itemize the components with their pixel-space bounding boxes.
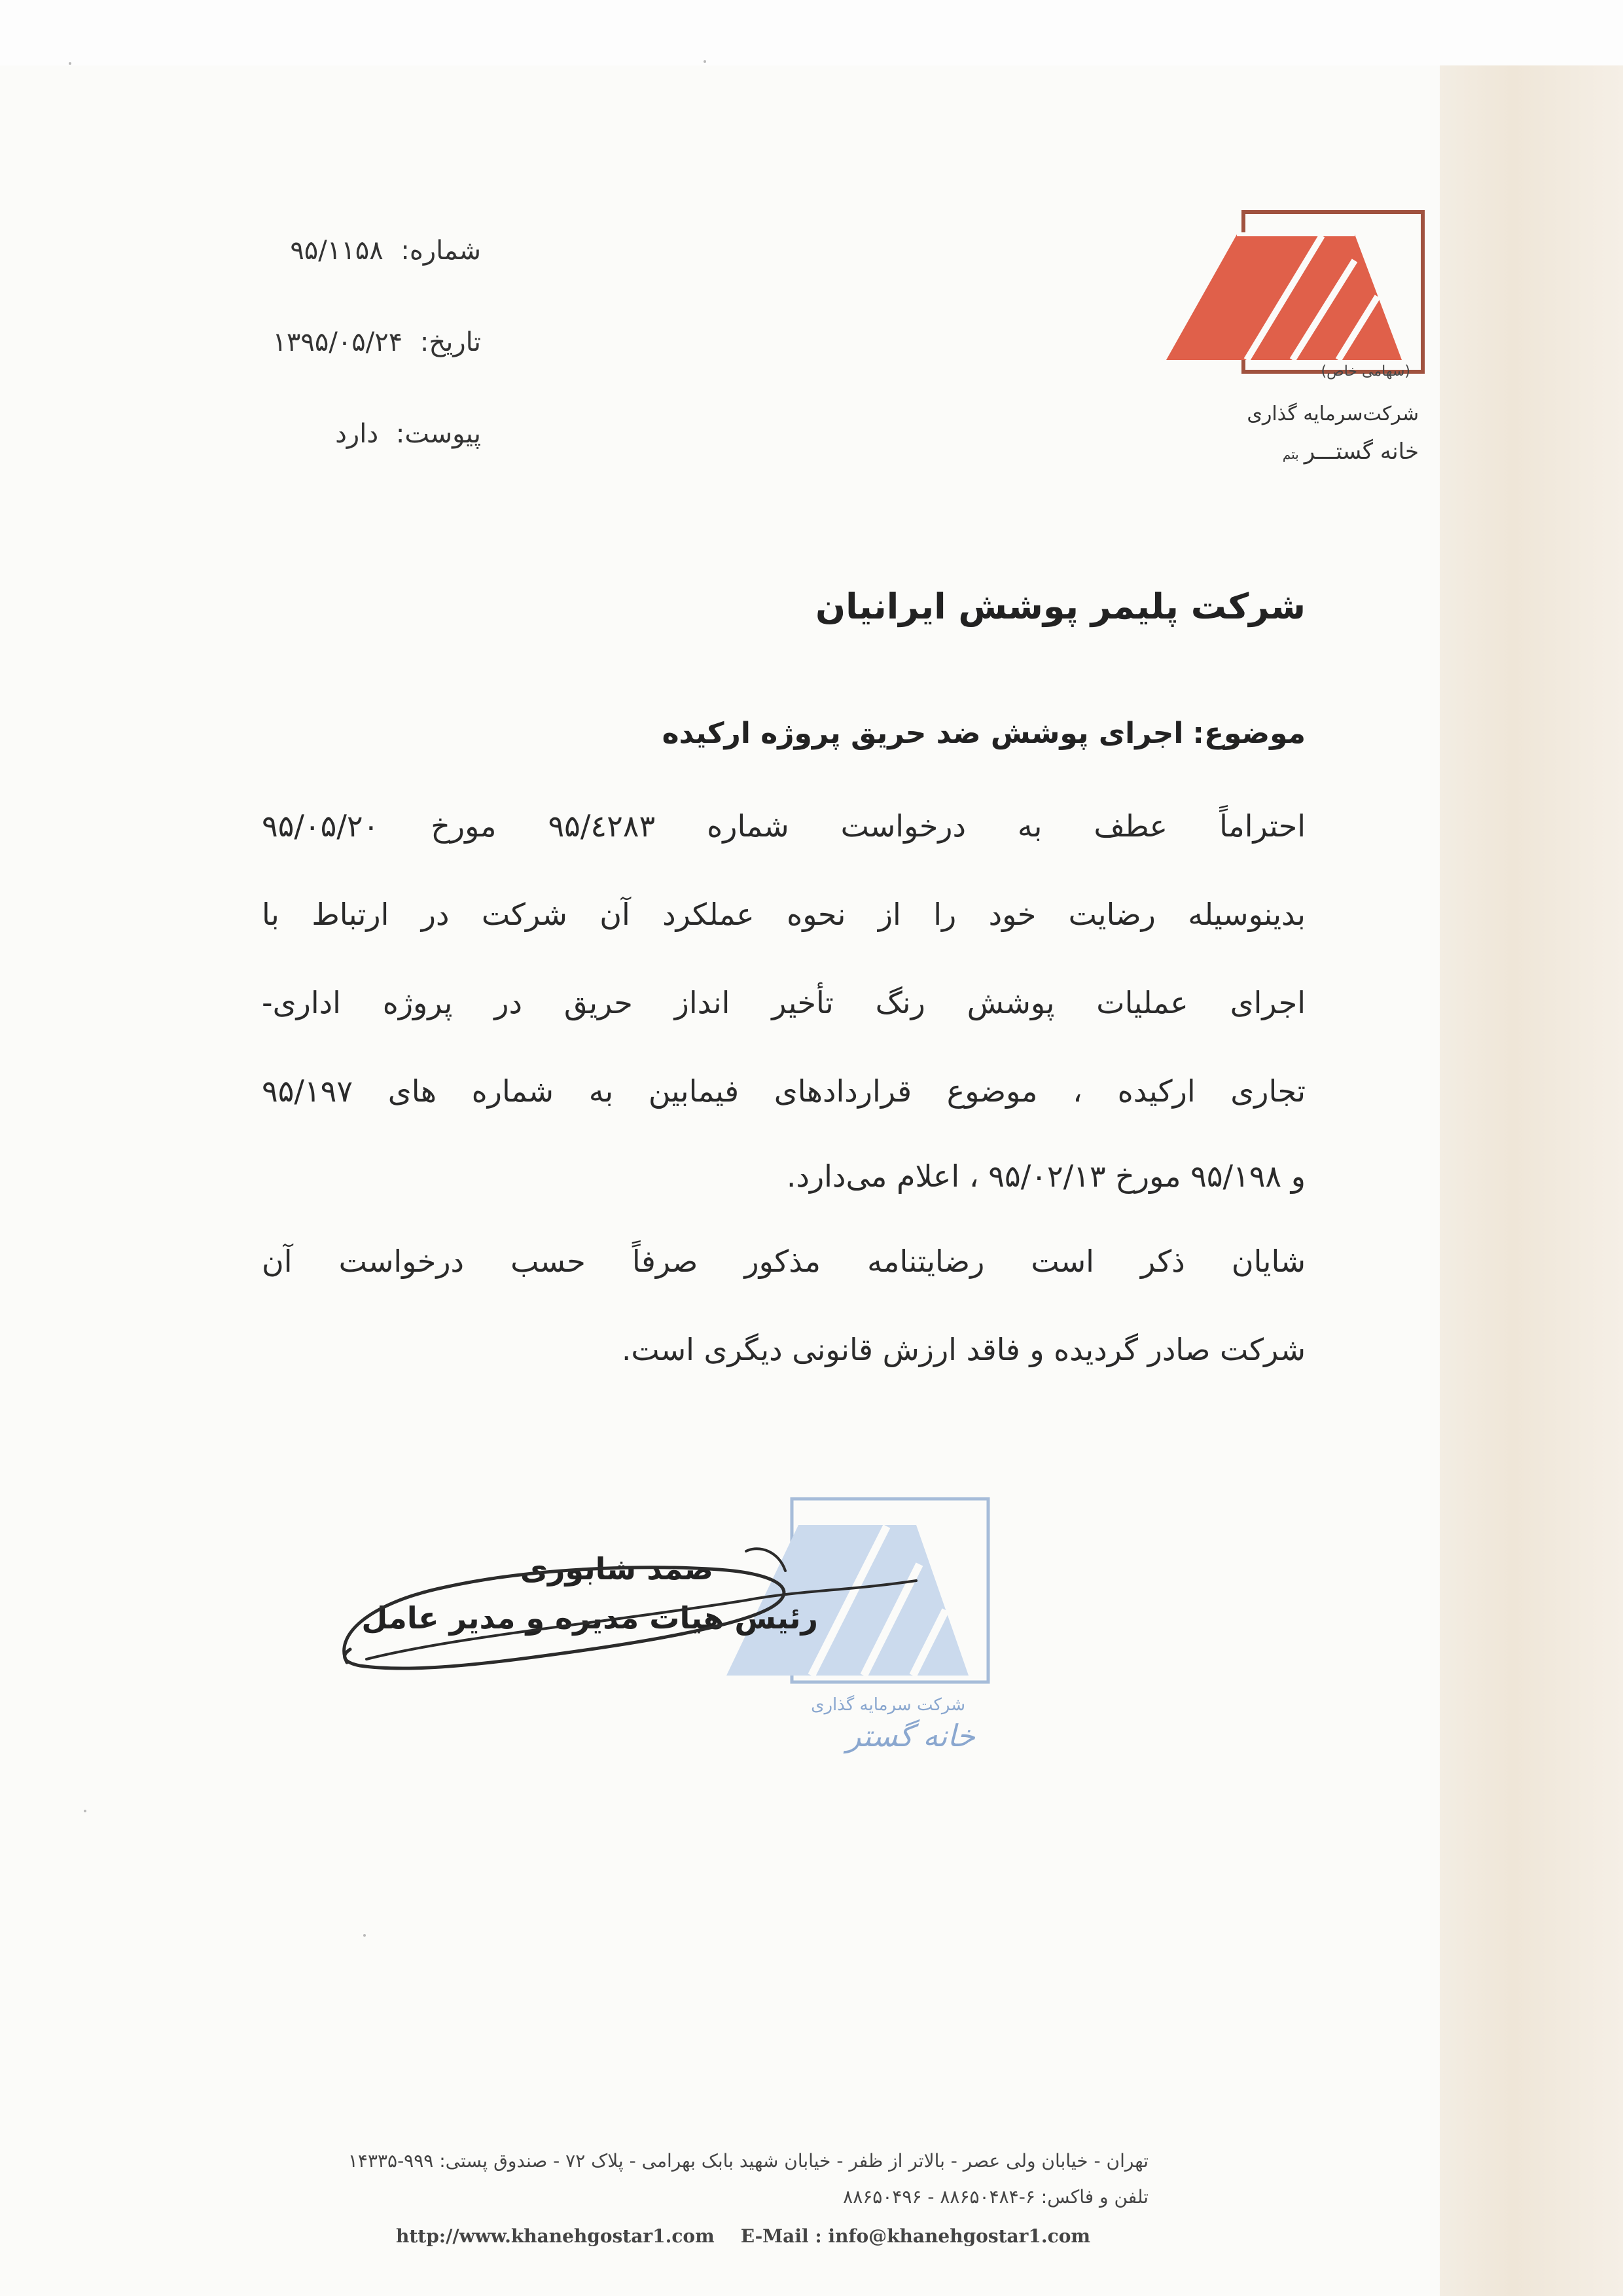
body-line: و ۹۵/۱۹۸ مورخ ۹۵/۰۲/۱۳ ، اعلام می‌دارد. [786,1158,1306,1194]
subject-value: اجرای پوشش ضد حریق پروژه ارکیده [662,717,1184,750]
subject-label: موضوع: [1192,717,1306,750]
signer-title: رئیس هیات مدیره و مدیر عامل [361,1600,818,1636]
footer-website: http://www.khanehgostar1.com [396,2225,715,2247]
letter-number [290,236,481,266]
letter-attachment-label: پیوست: [395,419,481,449]
scan-speck [84,1810,86,1812]
body-line: شرکت صادر گردیده و فاقد ارزش قانونی دیگری است. [621,1332,1306,1367]
company-name-line2 [1283,439,1419,465]
scan-top-margin [0,0,1623,65]
company-name-main: خانه گستـــر [1304,439,1419,465]
decorative-side-strip [1440,65,1623,2296]
company-name-line1: شرکت‌سرمایه گذاری [1247,403,1419,425]
letter-attachment [335,419,481,449]
letter-recipient: شرکت پلیمر پوشش ایرانیان [815,586,1306,627]
scan-speck [363,1934,366,1937]
scan-speck [704,60,706,63]
letter-date-value: ۱۳۹۵/۰۵/۲۴ [272,327,403,357]
letter-attachment-value: دارد [335,419,379,449]
handwritten-signature [327,1525,969,1708]
letter-subject [662,717,1306,750]
letter-date [272,327,481,357]
body-line: تجاری ارکیده ، موضوع قراردادهای فیمابین به شماره های ۹۵/۱۹۷ [262,1073,1306,1109]
company-name-suffix: بتم [1282,446,1299,462]
body-line: اجرای عملیات پوشش رنگ تأخیر انداز حریق در پروژه اداری- [262,985,1306,1020]
body-line: احتراماً عطف به درخواست شماره ۹۵/٤۲۸۳ مورخ ۹۵/۰۵/۲۰ [262,808,1306,844]
scan-speck [69,62,71,65]
stamp-text-line1: شرکت سرمایه گذاری [811,1695,965,1715]
footer-email: E-Mail : info@khanehgostar1.com [740,2225,1090,2247]
signer-name: صمد شابوری [520,1551,713,1587]
letter-number-value: ۹۵/۱۱۵۸ [290,236,383,266]
letter-number-label: شماره: [401,236,481,266]
footer-web [396,2225,1090,2247]
logo-caption: (سهامی خاص) [1321,363,1410,380]
body-line: بدینوسیله رضایت خود را از نحوه عملکرد آن شرکت در ارتباط با [262,897,1306,932]
letter-date-label: تاریخ: [419,327,481,357]
body-line: شایان ذکر است رضایتنامه مذکور صرفاً حسب درخواست آن [262,1244,1306,1279]
footer-address: تهران - خیابان ولی عصر - بالاتر از ظفر - خیابان شهید بابک بهرامی - پلاک ۷۲ - صندوق پستی: ۹۹۹-۱۴۳۳۵ [348,2150,1149,2172]
stamp-text-line2: خانه گستر [846,1718,975,1753]
footer-phone: تلفن و فاکس: ۶-۸۸۶۵۰۴۸۴ - ۸۸۶۵۰۴۹۶ [843,2186,1149,2208]
